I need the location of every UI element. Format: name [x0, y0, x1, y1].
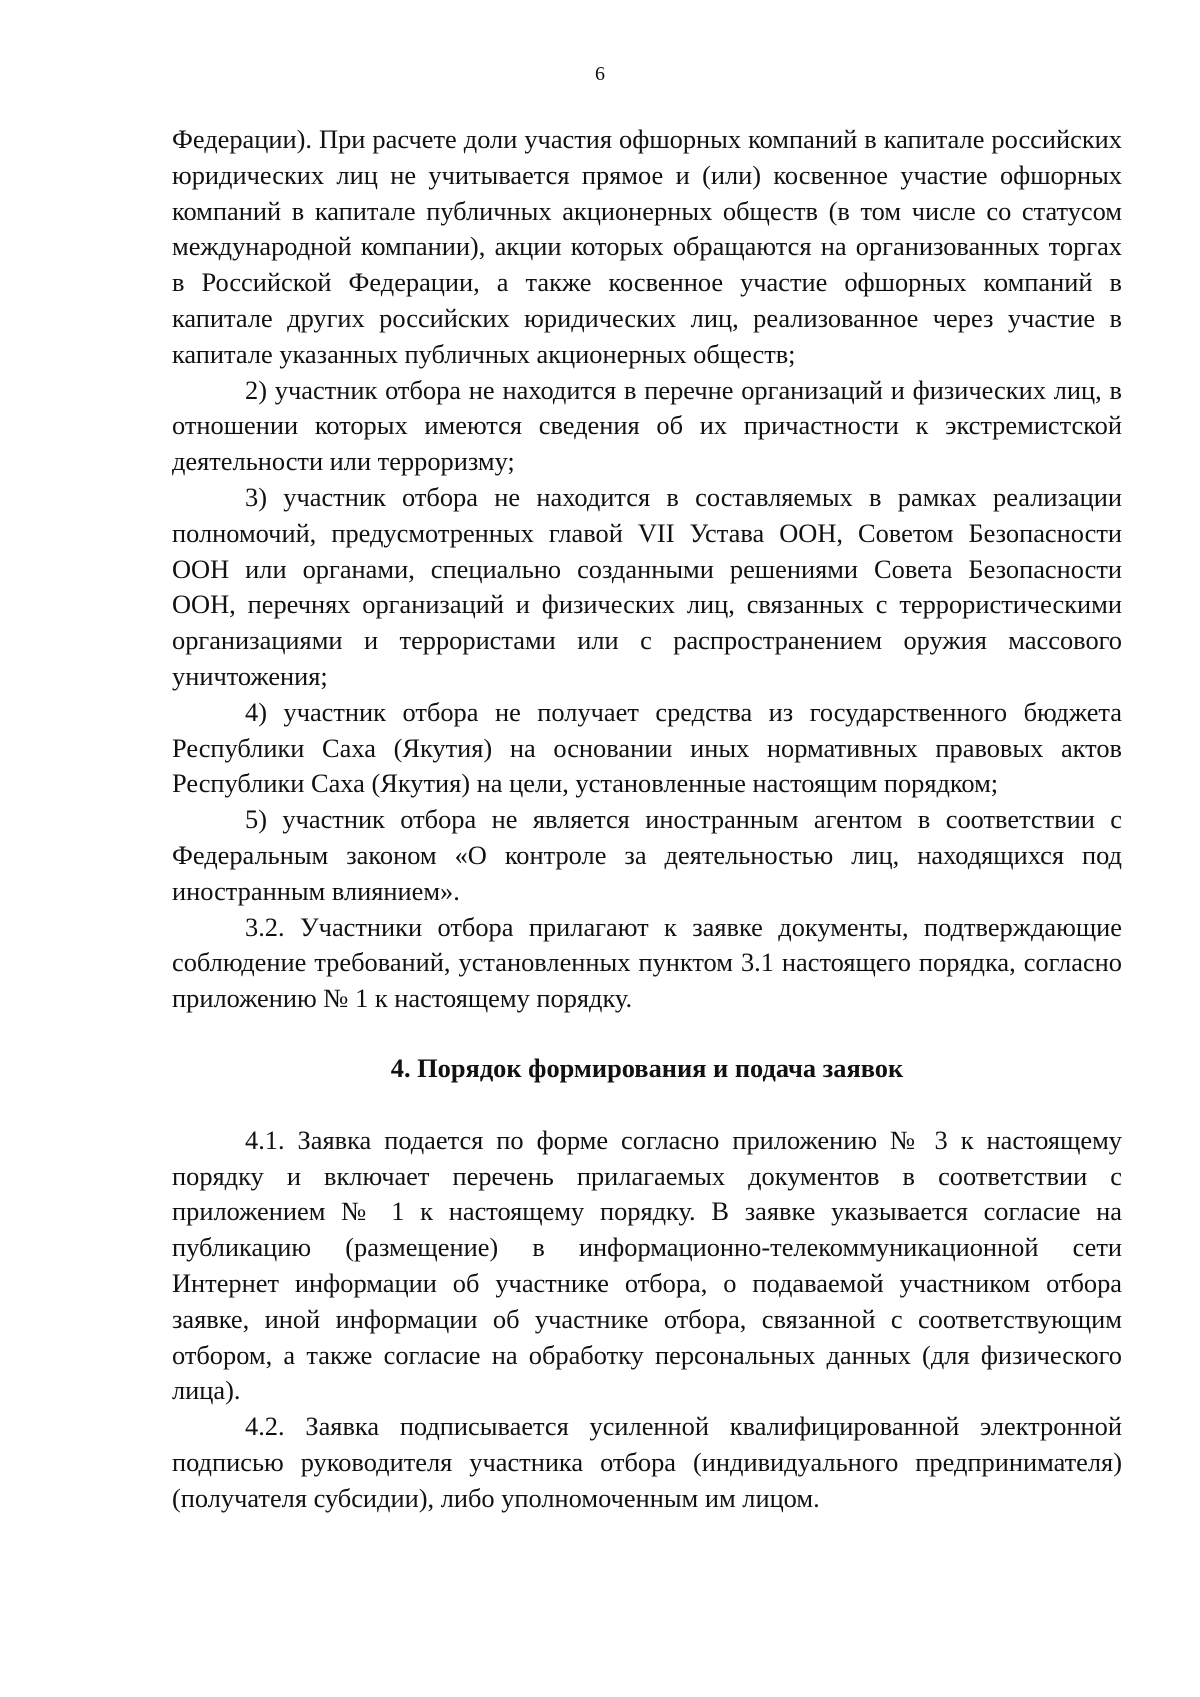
paragraph-3-2: 3.2. Участники отбора прилагают к заявке документы, подтверждающие соблюдение требований, установленных пунктом 3.1 настоящего порядка, согласно приложению № 1 к настоящему порядку.	[172, 911, 1122, 1014]
paragraph-item-3: 3) участник отбора не находится в составляемых в рамках реализации полномочий, предусмотренных главой VII Устава ООН, Советом Безопасности ООН или органами, специально созданными решениями Совета Безопасности ООН, перечнях организаций и физических лиц, связанных с террористическими организациями и террористами или с распространением оружия массового уничтожения;	[172, 481, 1122, 691]
paragraph-item-4: 4) участник отбора не получает средства из государственного бюджета Республики Саха (Якутия) на основании иных нормативных правовых актов Республики Саха (Якутия) на цели, установленные настоящим порядком;	[172, 696, 1122, 799]
page-number: 6	[595, 63, 605, 85]
paragraph-item-5: 5) участник отбора не является иностранным агентом в соответствии с Федеральным законом «О контроле за деятельностью лиц, находящихся под иностранным влиянием».	[172, 804, 1122, 906]
document-body	[172, 122, 1122, 1516]
paragraph-4-1: 4.1. Заявка подается по форме согласно приложению № 3 к настоящему порядку и включает перечень прилагаемых документов в соответствии с приложением № 1 к настоящему порядку. В заявке указывается согласие на публикацию (размещение) в информационно-телекоммуникационной сети Интернет информации об участнике отбора, о подаваемой участником отбора заявке, иной информации об участнике отбора, связанной с соответствующим отбором, а также согласие на обработку персональных данных (для физического лица).	[172, 1124, 1122, 1406]
paragraph-4-2: 4.2. Заявка подписывается усиленной квалифицированной электронной подписью руководителя участника отбора (индивидуального предпринимателя) (получателя субсидии), либо уполномоченным им лицом.	[172, 1411, 1122, 1513]
section-heading: 4. Порядок формирования и подача заявок	[390, 1052, 904, 1083]
paragraph-continuation: Федерации). При расчете доли участия офшорных компаний в капитале российских юридических лиц не учитывается прямое и (или) косвенное участие офшорных компаний в капитале публичных акционерных обществ (в том числе со статусом международной компании), акции которых обращаются на организованных торгах в Российской Федерации, а также косвенное участие офшорных компаний в капитале других российских юридических лиц, реализованное через участие в капитале указанных публичных акционерных обществ;	[172, 124, 1122, 369]
paragraph-item-2: 2) участник отбора не находится в перечне организаций и физических лиц, в отношении которых имеются сведения об их причастности к экстремистской деятельности или терроризму;	[172, 374, 1122, 477]
